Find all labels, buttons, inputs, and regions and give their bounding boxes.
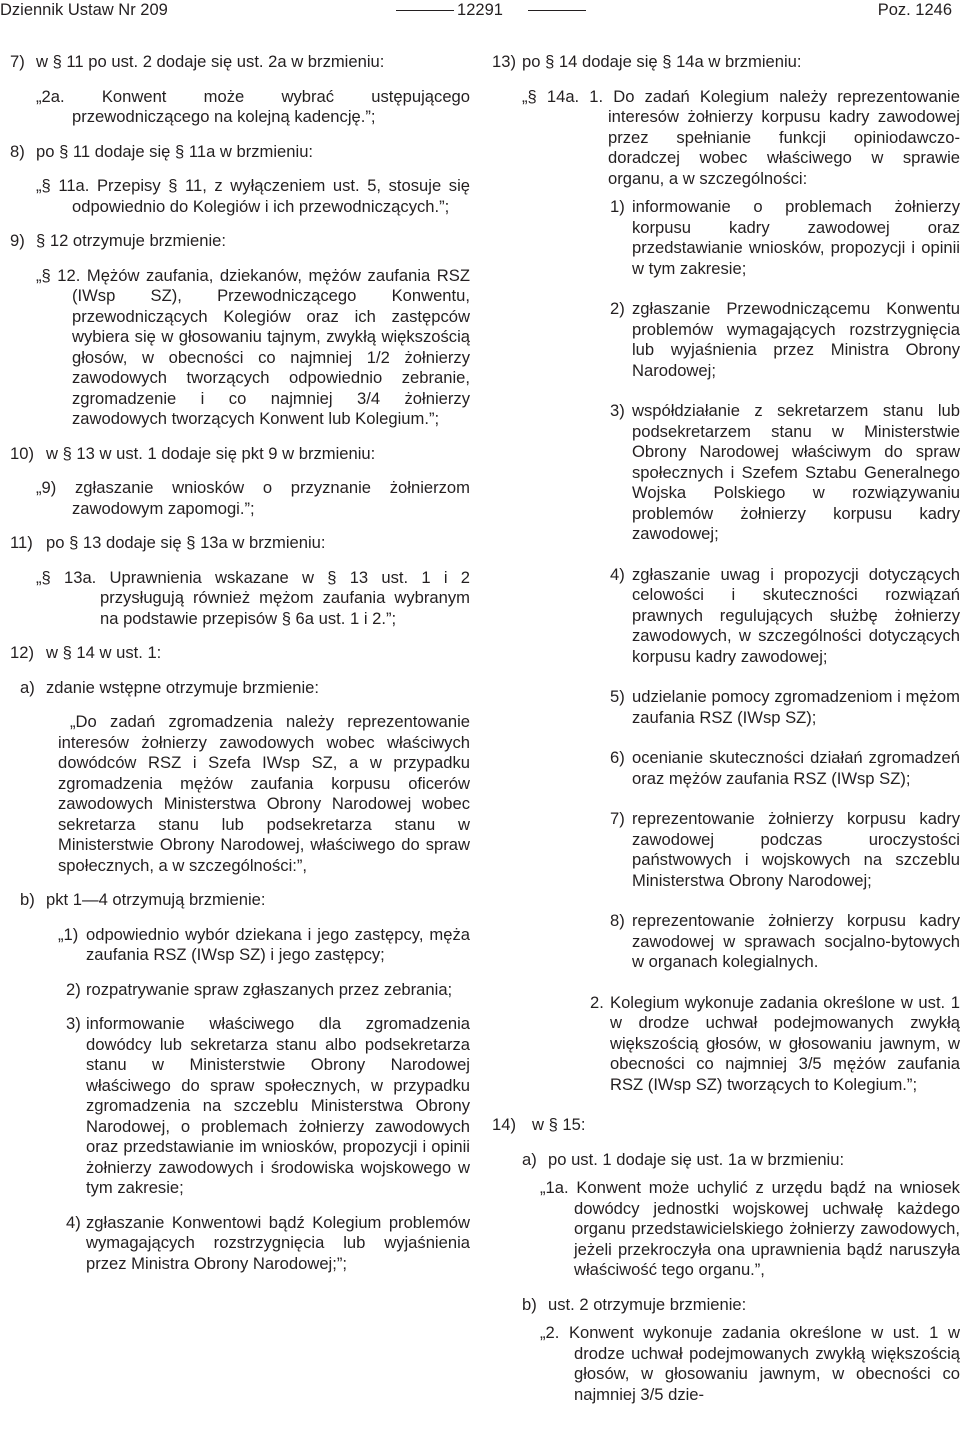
amendment-14-a-quote-text: Konwent może uchylić z urzędu bądź na wniosek dowódcy jednostki wojskowej uchwałę każdego organu przedstawicielskiego żołnierzy zawodowych, jeżeli przekroczyła ona uprawnienia bądź naruszyła właściwość tego organu.”, (574, 1178, 960, 1279)
amendment-14-a (522, 1150, 960, 1171)
amendment-12-a (20, 678, 470, 699)
amendment-12 (10, 643, 470, 664)
list-item (492, 565, 960, 668)
amendment-7-quote: „2a. Konwent może wybrać ustępującego przewodniczącego na kolejną kadencję.”; (36, 86, 470, 126)
amendment-14-b-quote-label: „2. (540, 1323, 560, 1342)
amendment-11 (10, 533, 470, 554)
amendment-11-quote: „§ 13a. Uprawnienia wskazane w § 13 ust. 1 i 2 przysługują również mężom zaufania wybranym na podstawie przepisów § 6a ust. 1 i 2.”; (36, 567, 470, 628)
amendment-10 (10, 444, 470, 465)
section-2 (492, 993, 960, 1096)
amendment-11-label: 11) (10, 533, 33, 552)
amendment-9-quote: „§ 12. Mężów zaufania, dziekanów, mężów zaufania RSZ (IWsp SZ), Przewodniczącego Konwentu, przewodniczących Kolegiów oraz ich zastępców wybiera się w głosowaniu tajnym, zwykłą większością głosów, w obecności co najmniej 1/2 żołnierzy zawodowych tworzących odpowiednio zebranie, zgromadzenie i co najmniej 3/4 żołnierzy zawodowych tworzących Konwent lub Kolegium.”; (36, 265, 470, 428)
list-item-text: rozpatrywanie spraw zgłaszanych przez zebrania; (86, 979, 453, 999)
list-item (10, 925, 470, 966)
list-item-label: 3) (66, 1014, 81, 1033)
list-item-text: zgłaszanie Konwentowi bądź Kolegium problemów wymagających rozstrzygnięcia lub wyjaśnienia przez Ministra Obrony Narodowej;”; (86, 1212, 470, 1273)
list-item (10, 1014, 470, 1199)
list-item-label: 4) (66, 1212, 81, 1232)
amendment-14-text: w § 15: (532, 1115, 586, 1134)
list-item-label: 2) (610, 299, 625, 318)
position-number: Poz. 1246 (877, 1, 952, 19)
list-item-label: 8) (610, 911, 625, 930)
amendment-8-quote: „§ 11a. Przepisy § 11, z wyłączeniem ust. 5, stosuje się odpowiednio do Kolegiów i ich przewodniczących.”; (36, 176, 470, 216)
list-item (492, 911, 960, 973)
list-item-label: 3) (610, 401, 625, 420)
header-rule-right (528, 10, 586, 11)
amendment-12-label: 12) (10, 643, 34, 662)
amendment-14-b-quote-text: Konwent wykonuje zadania określone w ust. 1 w drodze uchwał podejmowanych zwykłą większością głosów, w głosowaniu jawnym, w obecności co najmniej 3/5 dzie- (568, 1323, 960, 1404)
amendment-13-quote (492, 87, 960, 190)
amendment-13-quote-label: „§ 14a. 1. (522, 86, 604, 106)
list-item-label: 4) (610, 564, 625, 584)
amendment-14-b-text: ust. 2 otrzymuje brzmienie: (548, 1294, 747, 1314)
list-item (10, 1213, 470, 1275)
list-item-text: zgłaszanie uwag i propozycji dotyczących celowości i skuteczności rozwiązań prawnych regulujących służbę żołnierzy zawodowych, w szczególności dotyczących korpusu kadry zawodowej; (632, 564, 960, 666)
amendment-12-a-text: zdanie wstępne otrzymuje brzmienie: (46, 677, 320, 697)
amendment-12-b-text: pkt 1—4 otrzymują brzmienie: (46, 890, 266, 909)
list-item (492, 299, 960, 381)
list-item-text: udzielanie pomocy zgromadzeniom i mężom zaufania RSZ (IWsp SZ); (632, 687, 960, 727)
page-number: 12291 (457, 1, 503, 19)
list-item-text: reprezentowanie żołnierzy korpusu kadry zawodowej w sprawach socjalno-bytowych w organach kolegialnych. (632, 911, 960, 971)
list-item-text: odpowiednio wybór dziekana i jego zastępcy, męża zaufania RSZ (IWsp SZ) i jego zastępcy; (86, 924, 470, 964)
amendment-9-label: 9) (10, 231, 25, 250)
list-item-text: informowanie o problemach żołnierzy korpusu kadry zawodowej oraz przedstawianie wniosków, propozycji i opinii w tym zakresie; (632, 197, 960, 278)
list-item-text: zgłaszanie Przewodniczącemu Konwentu problemów wymagających rozstrzygnięcia lub wyjaśnienia przez Ministra Obrony Narodowej; (632, 299, 960, 380)
amendment-13 (492, 52, 960, 73)
right-column (492, 52, 960, 1405)
amendment-9-text: § 12 otrzymuje brzmienie: (36, 231, 226, 250)
amendment-14 (492, 1115, 960, 1136)
list-item-text: informowanie właściwego dla zgromadzenia dowódcy lub sekretarza stanu albo podsekretarza stanu w Ministerstwie Obrony Narodowej właściwego do spraw społecznych, w przypadku zgromadzenia na szczeblu Ministerstwa Obrony Narodowej, o problemach żołnierzy zawodowych oraz przedstawianie im wniosków, propozycji i opinii żołnierzy zawodowych i środowiska wojskowego w tym zakresie; (86, 1014, 470, 1197)
section-2-label: 2. (590, 992, 604, 1012)
amendment-14-b-quote (492, 1323, 960, 1405)
amendment-9 (10, 231, 470, 252)
list-item-label: 5) (610, 687, 625, 706)
list-item-label: 6) (610, 748, 625, 767)
list-item (492, 809, 960, 891)
amendment-14-label: 14) (492, 1115, 516, 1134)
journal-title: Dziennik Ustaw Nr 209 (0, 1, 168, 19)
list-item-label: 7) (610, 809, 625, 828)
amendment-13-label: 13) (492, 52, 516, 71)
list-item-label: 1) (610, 197, 625, 216)
amendment-12-b (20, 890, 470, 911)
page-header (0, 0, 960, 24)
list-item-text: współdziałanie z sekretarzem stanu lub podsekretarzem stanu w Ministerstwie Obrony Narodowej właściwym do spraw społecznych i Szefem Sztabu Generalnego Wojska Polskiego w rozwiązywaniu problemów żołnierzy korpusu kadry zawodowej; (632, 401, 960, 543)
amendment-10-label: 10) (10, 443, 34, 463)
amendment-14-a-label: a) (522, 1149, 537, 1169)
amendment-14-a-quote (492, 1178, 960, 1281)
left-column (10, 52, 470, 1274)
amendment-12-text: w § 14 w ust. 1: (46, 643, 162, 662)
amendment-13-text: po § 14 dodaje się § 14a w brzmieniu: (522, 52, 802, 71)
amendment-7-label: 7) (10, 52, 25, 71)
amendment-8-text: po § 11 dodaje się § 11a w brzmieniu: (36, 141, 314, 161)
amendment-12-a-label: a) (20, 677, 35, 697)
section-2-text: Kolegium wykonuje zadania określone w ust. 1 w drodze uchwał podejmowanych zwykłą większością głosów, w głosowaniu jawnym, w obecności co najmniej 3/5 mężów zaufania RSZ (IWsp SZ) tworzących to Kolegium.”; (610, 992, 960, 1094)
amendment-14-b-label: b) (522, 1294, 537, 1314)
list-item-text: ocenianie skuteczności działań zgromadzeń oraz mężów zaufania RSZ (IWsp SZ); (632, 748, 960, 788)
amendment-7-text: w § 11 po ust. 2 dodaje się ust. 2a w brzmieniu: (36, 52, 385, 71)
list-item-label: 2) (66, 979, 81, 999)
amendment-10-text: w § 13 w ust. 1 dodaje się pkt 9 w brzmieniu: (46, 443, 376, 463)
amendment-14-a-quote-label: „1a. (540, 1178, 569, 1197)
list-item (10, 980, 470, 1001)
amendment-8-label: 8) (10, 141, 25, 161)
list-item (492, 197, 960, 279)
amendment-14-b (522, 1295, 960, 1316)
amendment-12-a-quote: „Do zadań zgromadzenia należy reprezentowanie interesów żołnierzy zawodowych wobec właściwych dowódców RSZ i Szefa IWsp SZ, a w przypadku zgromadzenia mężów zaufania korpusu oficerów zawodowych Ministerstwa Obrony Narodowej wobec sekretarza stanu lub podsekretarza stanu w Ministerstwie Obrony Narodowej, właściwego do spraw społecznych, a w szczególności:”, (58, 712, 470, 875)
amendment-7 (10, 52, 470, 73)
amendment-8 (10, 142, 470, 163)
list-item-text: reprezentowanie żołnierzy korpusu kadry zawodowej podczas uroczystości państwowych i wojskowych na szczeblu Ministerstwa Obrony Narodowej; (632, 809, 960, 890)
amendment-12-b-label: b) (20, 890, 35, 909)
list-item (492, 401, 960, 545)
amendment-11-text: po § 13 dodaje się § 13a w brzmieniu: (46, 533, 326, 552)
amendment-14-a-text: po ust. 1 dodaje się ust. 1a w brzmieniu: (548, 1149, 845, 1169)
list-item (492, 687, 960, 728)
amendment-10-quote: „9) zgłaszanie wniosków o przyznanie żołnierzom zawodowym zapomogi.”; (36, 478, 470, 518)
list-item (492, 748, 960, 789)
list-item-label: „1) (58, 924, 79, 944)
amendment-13-quote-text: Do zadań Kolegium należy reprezentowanie interesów żołnierzy korpusu kadry zawodowej przez spełnianie funkcji opiniodawczo-doradczej wobec właściwego w sprawie organu, a w szczególności: (608, 86, 960, 188)
